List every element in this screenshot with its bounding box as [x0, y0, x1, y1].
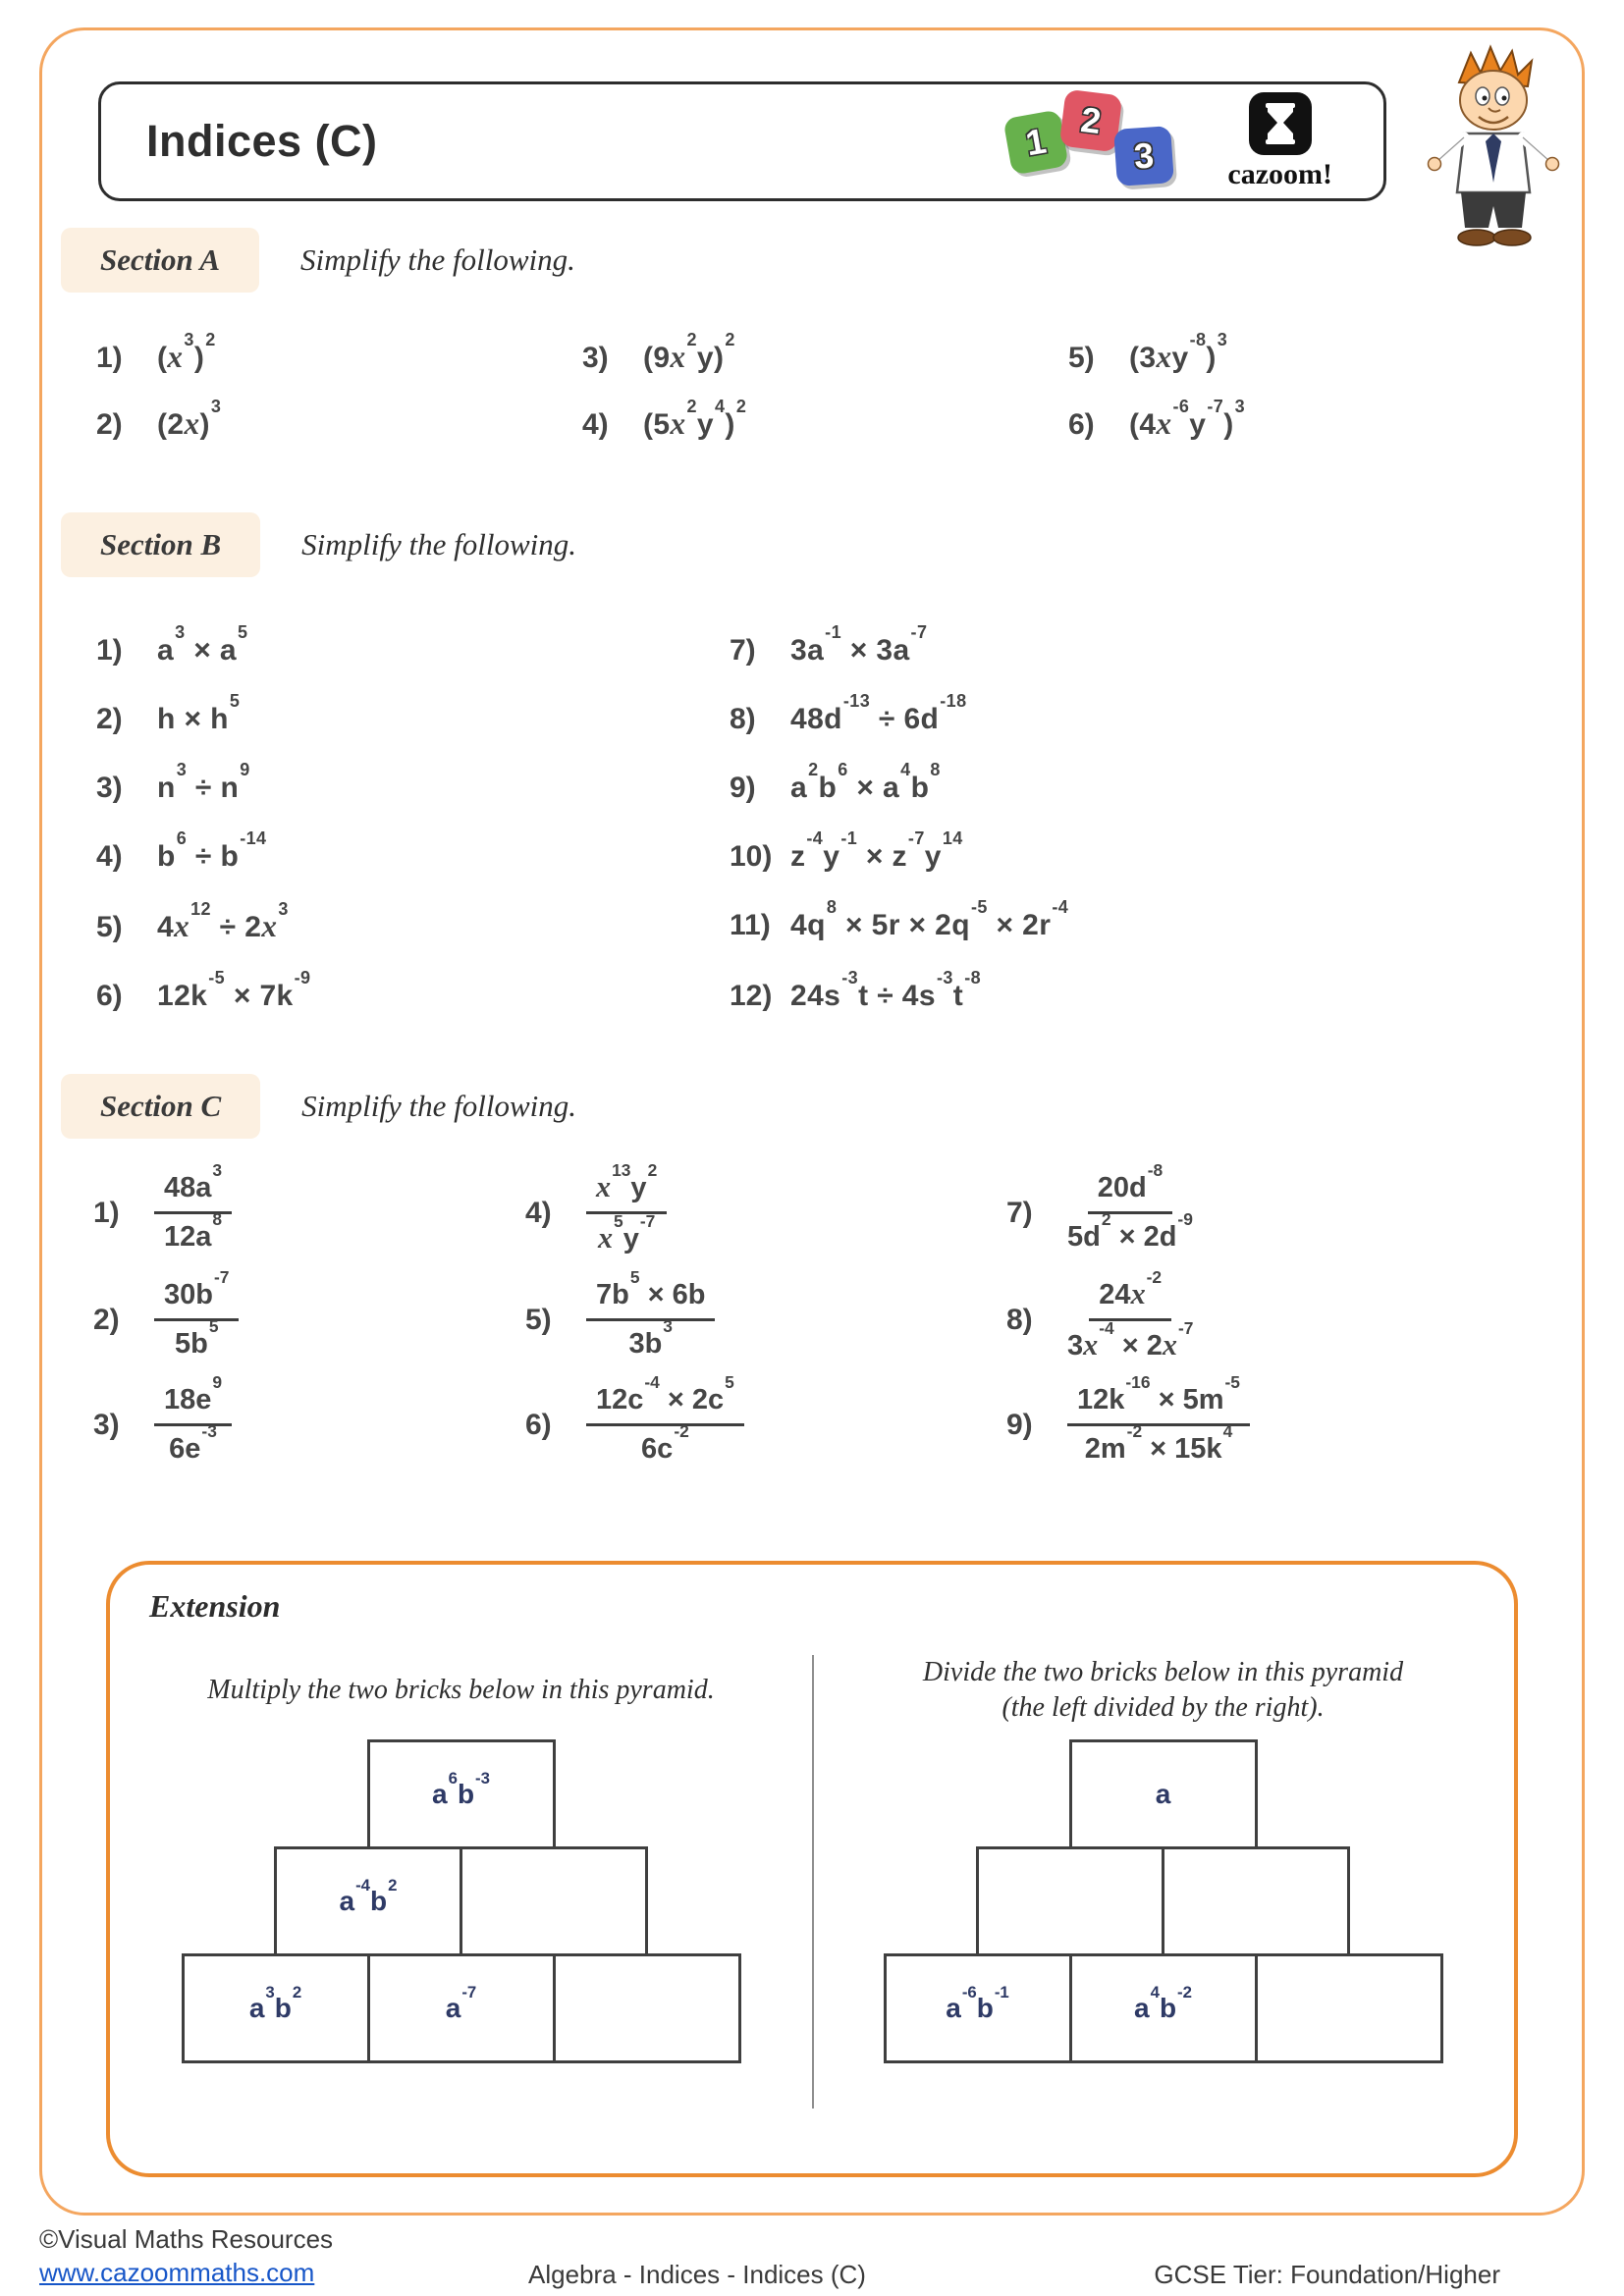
pyramid-brick: [884, 1953, 1072, 2063]
extension-label: Extension: [149, 1588, 281, 1624]
section-b-label: Section B: [61, 512, 260, 577]
brick-value: a: [1155, 1779, 1171, 1809]
problem-expression: $z^{-4}y^{-1} \times z^{-7}y^{14}$: [790, 828, 963, 873]
brick-value: $a^3b^2$: [248, 1982, 302, 2023]
section-a-problems: [96, 330, 1540, 442]
problem-number: 8): [730, 703, 756, 735]
fraction-numerator: $12c^{-4} \times 2c^5$: [586, 1384, 744, 1426]
fraction-denominator: $6c^{-2}$: [641, 1420, 689, 1465]
problem-number: 9): [730, 772, 756, 804]
problem-a6: [1068, 397, 1540, 442]
problem-b6: [96, 968, 730, 1013]
fraction-denominator: $3b^3$: [628, 1315, 673, 1360]
problem-a3: [582, 330, 1068, 375]
gcse-tier-label: GCSE Tier: Foundation/Higher: [1154, 2260, 1500, 2289]
cazoom-character-illustration: [1420, 43, 1567, 259]
problem-b11: [730, 897, 1540, 944]
section-c-label: Section C: [61, 1074, 260, 1139]
problem-c4: [525, 1159, 1006, 1255]
problem-number: 8): [1006, 1303, 1033, 1336]
problem-number: 3): [96, 772, 123, 804]
problem-b10: [730, 828, 1540, 874]
brick-value: $a^6b^{-3}$: [432, 1768, 490, 1809]
fraction-numerator: $20d^{-8}$: [1088, 1172, 1172, 1214]
problem-a5: [1068, 330, 1540, 375]
instruction-text-line1: Divide the two bricks below in this pyramid: [922, 1656, 1404, 1687]
problem-c7: [1006, 1159, 1537, 1254]
section-a-label: Section A: [61, 228, 259, 293]
digit-2: 2: [1078, 98, 1104, 142]
problem-number: 6): [525, 1408, 552, 1441]
header: [98, 81, 1386, 201]
pyramid-row-middle: [976, 1846, 1350, 1956]
pyramid-brick-empty: [1255, 1953, 1443, 2063]
digit-3-tile-icon: [1113, 126, 1174, 187]
problem-a1: [96, 330, 582, 375]
problem-expression: $4x^{12} \div 2x^3$: [157, 899, 289, 943]
problem-number: 5): [96, 911, 123, 943]
fraction: [586, 1159, 667, 1255]
footer: [0, 2220, 1624, 2289]
fraction-numerator: $30b^{-7}$: [154, 1279, 239, 1321]
extension-left-instruction: [110, 1649, 812, 1732]
divide-pyramid: [812, 1739, 1514, 2063]
digit-1: 1: [1022, 120, 1050, 164]
problem-number: 9): [1006, 1408, 1033, 1441]
cazoom-brand-name: cazoom!: [1227, 158, 1332, 190]
fraction: [1067, 1266, 1194, 1362]
section-c-problems: [93, 1159, 1537, 1466]
instruction-text: Multiply the two bricks below in this pyramid.: [207, 1674, 715, 1705]
pyramid-brick: [182, 1953, 370, 2063]
problem-expression: $(x^3)^2$: [157, 330, 216, 374]
problem-expression: $12k^{-5} \times 7k^{-9}$: [157, 968, 311, 1012]
fraction: [586, 1266, 715, 1361]
fraction-numerator: $18e^9$: [154, 1384, 232, 1426]
fraction: [1067, 1159, 1193, 1254]
problem-b2: [96, 691, 730, 736]
problem-number: 12): [730, 980, 773, 1012]
problem-number: 2): [93, 1303, 120, 1336]
copyright-text: ©Visual Maths Resources: [39, 2224, 334, 2254]
fraction-numerator: $24x^{-2}$: [1089, 1277, 1171, 1321]
pyramid-row-bottom: [182, 1953, 741, 2063]
problem-b1: [96, 622, 730, 667]
brick-value: $a^{-7}$: [445, 1982, 477, 2023]
fraction-numerator: $x^{13}y^2$: [586, 1170, 667, 1214]
pyramid-row-top: [367, 1739, 556, 1849]
problem-number: 6): [96, 980, 123, 1012]
pyramid-brick-empty: [553, 1953, 741, 2063]
problem-expression: $a^2b^6 \times a^4b^8$: [790, 760, 941, 804]
pyramid-brick: [367, 1953, 556, 2063]
fraction-denominator: $5b^5$: [174, 1315, 219, 1360]
problem-expression: $4q^8 \times 5r \times 2q^{-5} \times 2r^{-4}$: [790, 897, 1069, 941]
problem-c8: [1006, 1266, 1537, 1362]
pyramid-brick: [367, 1739, 556, 1849]
problem-number: 5): [525, 1303, 552, 1336]
problem-number: 4): [582, 408, 609, 441]
problem-b9: [730, 760, 1540, 805]
fraction-numerator: $12k^{-16} \times 5m^{-5}$: [1067, 1384, 1250, 1426]
problem-number: 3): [582, 342, 609, 374]
problem-expression: $(3xy^{-8})^3$: [1129, 330, 1228, 374]
worksheet-breadcrumb: Algebra - Indices - Indices (C): [528, 2260, 866, 2289]
problem-c3: [93, 1371, 525, 1466]
pyramid-brick-empty: [1162, 1846, 1350, 1956]
pyramid-row-middle: [274, 1846, 648, 1956]
problem-number: 7): [730, 634, 756, 667]
brick-value: $a^{-4}b^2$: [339, 1875, 398, 1916]
problem-b8: [730, 691, 1540, 736]
cazoommaths-link[interactable]: www.cazoommaths.com: [39, 2258, 315, 2287]
problem-expression: $(2x)^3$: [157, 397, 222, 441]
section-b-problems: [96, 622, 1540, 1013]
pyramid-row-top: [1069, 1739, 1258, 1849]
problem-b3: [96, 760, 730, 805]
problem-expression: $h \times h^5$: [157, 691, 241, 735]
fraction: [586, 1371, 744, 1466]
fraction-numerator: $48a^3$: [154, 1172, 232, 1214]
cazoom-drum-icon: [1248, 91, 1313, 156]
digit-2-tile-icon: [1059, 89, 1123, 153]
extension-box: [106, 1561, 1518, 2177]
fraction-denominator: $x^5y^{-7}$: [597, 1210, 656, 1255]
pyramid-brick-empty: [976, 1846, 1164, 1956]
problem-b7: [730, 622, 1540, 667]
problem-c6: [525, 1371, 1006, 1466]
pyramid-brick: [1069, 1953, 1258, 2063]
section-c-header: [61, 1074, 576, 1139]
problem-c9: [1006, 1371, 1537, 1466]
problem-expression: $48d^{-13} \div 6d^{-18}$: [790, 691, 967, 735]
problem-number: 6): [1068, 408, 1095, 441]
instruction-text-line2: (the left divided by the right).: [1001, 1692, 1325, 1723]
brick-value: $a^{-6}b^{-1}$: [946, 1982, 1009, 2023]
problem-a4: [582, 397, 1068, 442]
problem-number: 4): [96, 840, 123, 873]
problem-number: 11): [730, 909, 771, 941]
brick-value: $a^4b^{-2}$: [1134, 1982, 1192, 2023]
pyramid-brick: [274, 1846, 462, 1956]
section-c-instruction: Simplify the following.: [301, 1089, 577, 1123]
fraction-denominator: $6e^{-3}$: [169, 1420, 217, 1465]
pyramid-row-bottom: [884, 1953, 1443, 2063]
fraction: [154, 1266, 239, 1361]
problem-expression: $3a^{-1} \times 3a^{-7}$: [790, 622, 928, 667]
section-a-instruction: Simplify the following.: [300, 242, 575, 277]
fraction: [1067, 1371, 1250, 1466]
problem-number: 1): [96, 342, 123, 374]
problem-number: 1): [96, 634, 123, 667]
cazoom-logo: [1227, 91, 1332, 191]
problem-c5: [525, 1266, 1006, 1361]
123-logo: [1007, 90, 1182, 192]
problem-number: 5): [1068, 342, 1095, 374]
fraction-denominator: $5d^2 \times 2d^{-9}$: [1067, 1208, 1193, 1253]
fraction: [154, 1371, 232, 1466]
section-a-header: [61, 228, 575, 293]
pyramid-brick: [1069, 1739, 1258, 1849]
fraction-denominator: $3x^{-4} \times 2x^{-7}$: [1067, 1317, 1194, 1362]
problem-c2: [93, 1266, 525, 1361]
fraction-denominator: $2m^{-2} \times 15k^4$: [1084, 1420, 1233, 1465]
problem-expression: $(5x^2y^4)^2$: [643, 397, 747, 441]
problem-expression: $24s^{-3}t \div 4s^{-3}t^{-8}$: [790, 968, 981, 1012]
section-b-header: [61, 512, 576, 577]
problem-expression: $(9x^2y)^2$: [643, 330, 735, 374]
extension-right-instruction: [812, 1649, 1514, 1732]
fraction: [154, 1159, 232, 1254]
problem-number: 7): [1006, 1196, 1033, 1229]
problem-number: 1): [93, 1196, 120, 1229]
page-title: Indices (C): [146, 116, 378, 166]
problem-expression: $b^6 \div b^{-14}$: [157, 828, 267, 873]
problem-expression: $n^3 \div n^9$: [157, 760, 250, 804]
section-b-instruction: Simplify the following.: [301, 527, 577, 561]
problem-number: 2): [96, 703, 123, 735]
problem-b4: [96, 828, 730, 874]
multiply-pyramid: [110, 1739, 812, 2063]
problem-expression: $a^3 \times a^5$: [157, 622, 248, 667]
problem-a2: [96, 397, 582, 442]
problem-number: 10): [730, 840, 773, 873]
problem-b12: [730, 968, 1540, 1013]
fraction-denominator: $12a^8$: [164, 1208, 223, 1253]
digit-1-tile-icon: [1003, 109, 1069, 175]
problem-b5: [96, 899, 730, 944]
problem-c1: [93, 1159, 525, 1254]
digit-3: 3: [1132, 134, 1156, 177]
pyramid-brick-empty: [460, 1846, 648, 1956]
problem-number: 3): [93, 1408, 120, 1441]
problem-number: 2): [96, 408, 123, 441]
fraction-numerator: $7b^5 \times 6b$: [586, 1279, 715, 1321]
problem-expression: $(4x^{-6}y^{-7})^3$: [1129, 397, 1246, 441]
problem-number: 4): [525, 1196, 552, 1229]
